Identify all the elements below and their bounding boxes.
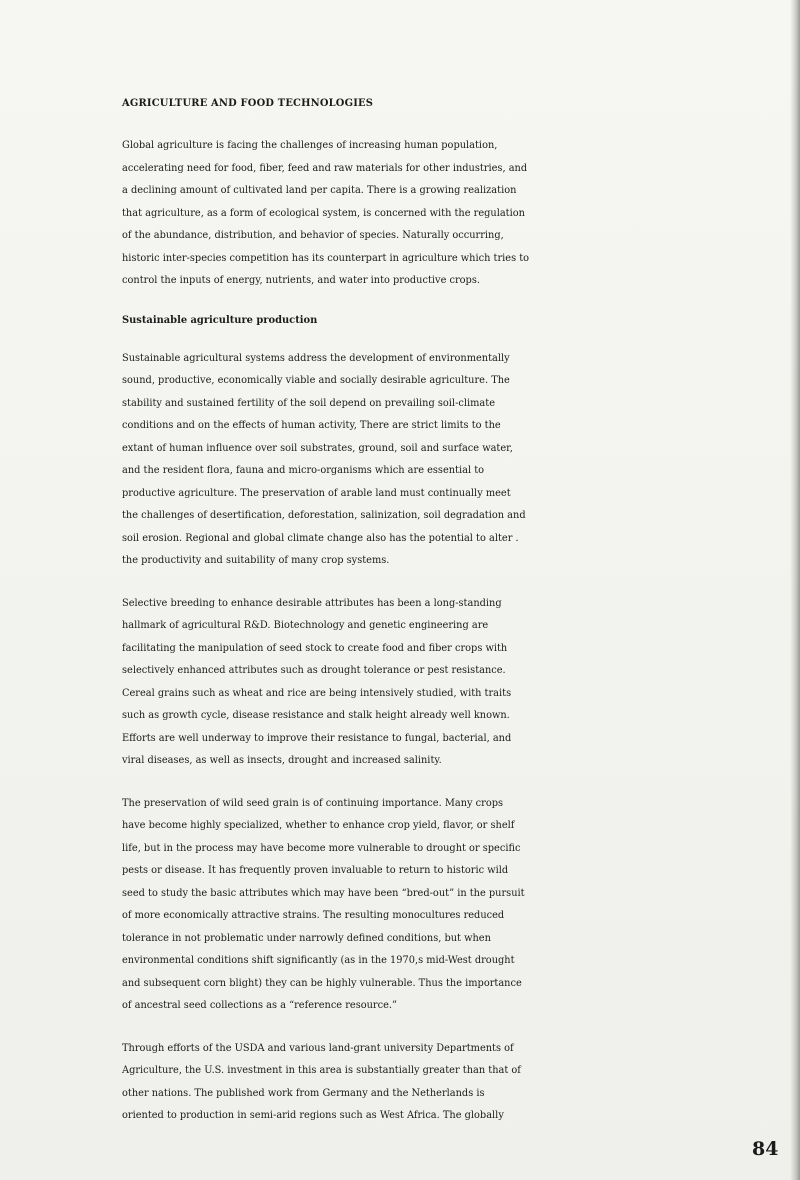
text-line: Selective breeding to enhance desirable attributes has been a long-standing	[122, 597, 502, 609]
text-line: Global agriculture is facing the challenges of increasing human population,	[122, 140, 498, 151]
page-content	[122, 98, 794, 1148]
text-line: selectively enhanced attributes such as drought tolerance or pest resistance.	[122, 665, 506, 676]
text-line: Agriculture, the U.S. investment in this area is substantially greater than that of	[122, 1065, 521, 1076]
text-line: the productivity and suitability of many crop systems.	[122, 555, 390, 566]
text-line: viral diseases, as well as insects, drought and increased salinity.	[122, 755, 442, 766]
text-line: have become highly specialized, whether to enhance crop yield, flavor, or shelf	[122, 820, 515, 831]
section-heading: AGRICULTURE AND FOOD TECHNOLOGIES	[122, 98, 374, 109]
seed-preservation-paragraph	[122, 793, 794, 1018]
usda-paragraph	[122, 1038, 794, 1128]
text-line: sound, productive, economically viable and socially desirable agriculture. The	[122, 375, 510, 386]
sustainable-paragraph	[122, 348, 794, 573]
text-line: such as growth cycle, disease resistance and stalk height already well known.	[122, 710, 510, 721]
text-line: other nations. The published work from Germany and the Netherlands is	[122, 1087, 485, 1099]
text-line: oriented to production in semi-arid regions such as West Africa. The globally	[122, 1110, 504, 1121]
text-line: and subsequent corn blight) they can be highly vulnerable. Thus the importance	[122, 977, 522, 989]
text-line: the challenges of desertification, deforestation, salinization, soil degradation and	[122, 510, 526, 521]
text-line: hallmark of agricultural R&D. Biotechnology and genetic engineering are	[122, 620, 489, 631]
text-line: Sustainable agricultural systems address the development of environmentally	[122, 352, 510, 364]
text-line: historic inter-species competition has its counterpart in agriculture which tries to	[122, 252, 530, 264]
text-line: facilitating the manipulation of seed stock to create food and fiber crops with	[122, 642, 508, 654]
text-line: environmental conditions shift significantly (as in the 1970,s mid-West drought	[122, 955, 515, 966]
intro-paragraph	[122, 135, 794, 293]
text-line: Cereal grains such as wheat and rice are being intensively studied, with traits	[122, 687, 512, 699]
text-line: of the abundance, distribution, and behavior of species. Naturally occurring,	[122, 230, 504, 241]
text-line: tolerance in not problematic under narrowly defined conditions, but when	[122, 932, 491, 944]
text-line: and the resident flora, fauna and micro-organisms which are essential to	[122, 465, 485, 476]
text-line: Through efforts of the USDA and various land-grant university Departments of	[122, 1042, 514, 1054]
text-line: control the inputs of energy, nutrients, and water into productive crops.	[122, 275, 480, 286]
text-line: extant of human influence over soil substrates, ground, soil and surface water,	[122, 442, 513, 454]
text-line: stability and sustained fertility of the soil depend on prevailing soil-climate	[122, 397, 495, 409]
text-line: Efforts are well underway to improve their resistance to fungal, bacterial, and	[122, 732, 512, 744]
text-line: of ancestral seed collections as a “reference resource.”	[122, 1000, 398, 1011]
breeding-paragraph	[122, 593, 794, 773]
text-line: productive agriculture. The preservation of arable land must continually meet	[122, 487, 511, 499]
text-line: The preservation of wild seed grain is of continuing importance. Many crops	[122, 797, 504, 809]
text-line: life, but in the process may have become more vulnerable to drought or specific	[122, 842, 521, 854]
text-line: conditions and on the effects of human activity, There are strict limits to the	[122, 420, 501, 431]
text-line: a declining amount of cultivated land per capita. There is a growing realization	[122, 185, 517, 196]
text-line: of more economically attractive strains. The resulting monocultures reduced	[122, 910, 505, 921]
subsection-heading: Sustainable agriculture production	[122, 314, 318, 326]
text-line: soil erosion. Regional and global climate change also has the potential to alter .	[122, 532, 519, 544]
page-number: 84	[752, 1138, 779, 1160]
text-line: accelerating need for food, fiber, feed and raw materials for other industries, and	[122, 162, 528, 174]
text-line: seed to study the basic attributes which may have been “bred-out” in the pursuit	[122, 887, 525, 899]
text-line: that agriculture, as a form of ecological system, is concerned with the regulation	[122, 207, 525, 219]
text-line: pests or disease. It has frequently proven invaluable to return to historic wild	[122, 865, 509, 876]
